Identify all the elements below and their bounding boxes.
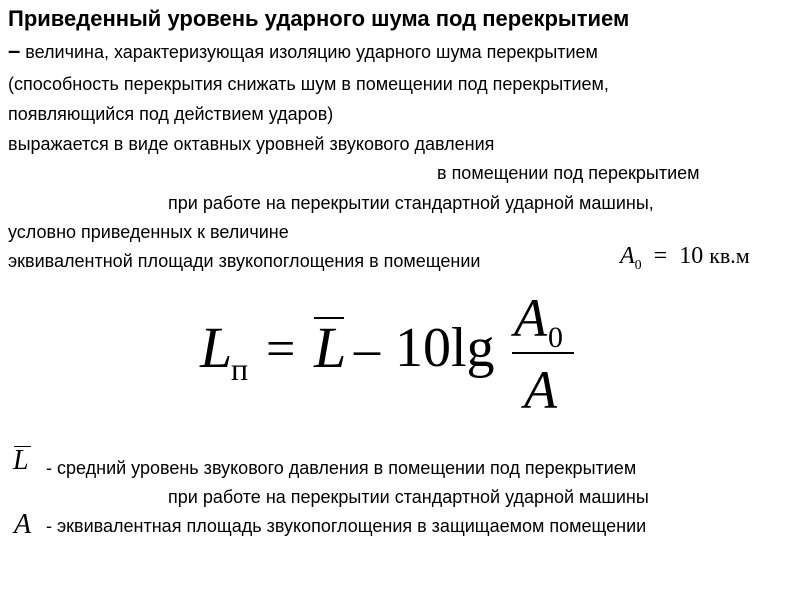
definition-line-6: при работе на перекрытии стандартной ударной машины, — [168, 193, 654, 213]
formula-denominator: A — [524, 360, 557, 420]
a0-value: 10 — [679, 243, 704, 269]
legend-lbar-desc-2: при работе на перекрытии стандартной ударной машины — [168, 487, 649, 507]
formula-equals: = — [266, 321, 296, 378]
definition-line-2: (способность перекрытия снижать шум в помещении под перекрытием, — [8, 74, 609, 94]
a0-equals: = — [653, 243, 668, 269]
legend-lbar-symbol: L — [13, 445, 29, 476]
formula-lhs: L — [200, 315, 233, 380]
definition-line-3: появляющийся под действием ударов) — [8, 104, 334, 124]
definition-line-5: в помещении под перекрытием — [437, 163, 700, 183]
formula-lbar: L — [314, 315, 347, 380]
formula-lhs-subscript: п — [231, 351, 249, 387]
definition-line-7: условно приведенных к величине — [8, 222, 289, 242]
a0-symbol: A — [620, 243, 635, 269]
a0-subscript: 0 — [634, 257, 642, 273]
formula-coefficient: 10lg — [395, 317, 495, 379]
legend-a-symbol: A — [14, 509, 32, 540]
formula-numerator: A — [514, 288, 547, 348]
formula-minus: – — [354, 321, 380, 378]
definition-line-8: эквивалентной площади звукопоглощения в помещении — [8, 251, 481, 271]
definition-text-1: величина, характеризующая изоляцию ударного шума перекрытием — [25, 42, 598, 62]
a0-unit: кв.м — [709, 243, 750, 268]
formula-fraction-bar — [512, 352, 574, 354]
definition-line-4: выражается в виде октавных уровней звукового давления — [8, 134, 495, 154]
formula-numerator-subscript: 0 — [548, 321, 563, 354]
legend-lbar-desc-1: - средний уровень звукового давления в помещении под перекрытием — [46, 458, 637, 478]
definition-dash: – — [8, 38, 21, 63]
page-title: Приведенный уровень ударного шума под перекрытием — [8, 6, 630, 31]
legend-a-desc: - эквивалентная площадь звукопоглощения в защищаемом помещении — [46, 516, 647, 536]
